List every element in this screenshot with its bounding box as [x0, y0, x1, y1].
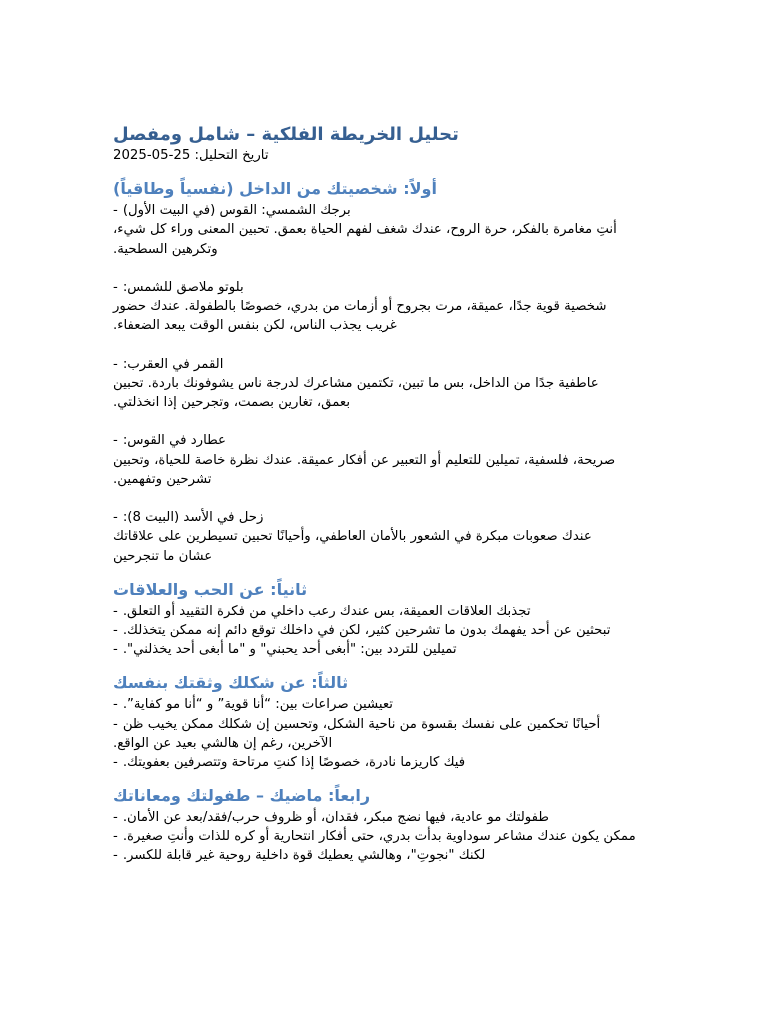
paragraph-line: عندك صعوبات مبكرة في الشعور بالأمان العاطفي، وأحيانًا تحبين تسيطرين على علاقاتك [113, 529, 592, 545]
list-item-label [113, 201, 713, 220]
bullet-marker: - [113, 716, 118, 732]
list-item [113, 808, 713, 827]
list-item [113, 827, 713, 846]
bullet-marker: - [113, 433, 118, 449]
list-item-text: تعيشين صراعات بين: “أنا قوية” و “أنا مو كفاية”. [122, 697, 393, 713]
paragraph-line: شخصية قوية جدًا، عميقة، مرت بجروح أو أزمات من بدري، خصوصًا بالطفولة. عندك حضور [113, 299, 607, 315]
section-heading-inner-personality: أولاً: شخصيتك من الداخل (نفسياً وطاقياً) [113, 179, 437, 199]
paragraph-line: صريحة، فلسفية، تميلين للتعليم أو التعبير عن أفكار عميقة. عندك نظرة خاصة للحياة، وتحبين [113, 452, 616, 468]
list-item-label [113, 508, 713, 527]
list-item-text: فيك كاريزما نادرة، خصوصًا إذا كنتِ مرتاحة وتتصرفين بعفويتك. [122, 754, 466, 770]
bullet-marker: - [113, 697, 118, 713]
section-heading-past: رابعاً: ماضيك – طفولتك ومعاناتك [113, 786, 371, 806]
paragraph-line: بعمق، تغارين بصمت، وتجرحين إذا انخذلتي. [113, 395, 351, 411]
list-item-text: تجذبك العلاقات العميقة، بس عندك رعب داخلي من فكرة التقييد أو التعلق. [122, 603, 531, 619]
list-item-text: تبحثين عن أحد يفهمك بدون ما تشرحين كثير، لكن في داخلك توقع دائم إنه ممكن يتخذلك. [122, 622, 611, 638]
document-body [113, 124, 713, 866]
bullet-marker: - [113, 279, 118, 295]
bullet-marker: - [113, 622, 118, 638]
blank-line [113, 412, 713, 431]
list-item [113, 846, 713, 865]
bullet-marker: - [113, 829, 118, 845]
bullet-marker: - [113, 754, 118, 770]
bullet-marker: - [113, 603, 118, 619]
item-label-text: عطارد في القوس: [122, 433, 226, 449]
document-title: تحليل الخريطة الفلكية – شامل ومفصل [113, 124, 459, 145]
list-item [113, 621, 713, 640]
list-item-text: طفولتك مو عادية، فيها نضج مبكر، فقدان، أو ظروف حرب/فقد/بعد عن الأمان. [122, 810, 549, 826]
list-item-text: أحيانًا تحكمين على نفسك بقسوة من ناحية الشكل، وتحسين إن شكلك ممكن يخيب ظن [122, 716, 601, 732]
blank-line [113, 489, 713, 508]
list-item-label [113, 355, 713, 374]
list-item-text: تميلين للتردد بين: "أبغى أحد يحبني" و "ما أبغى أحد يخذلني". [122, 642, 457, 658]
bullet-marker: - [113, 848, 118, 864]
bullet-marker: - [113, 356, 118, 372]
section-heading-love: ثانياً: عن الحب والعلاقات [113, 579, 308, 599]
blank-line [113, 259, 713, 278]
list-item [113, 753, 713, 772]
paragraph-line: تشرحين وتفهمين. [113, 471, 212, 487]
list-item-text: لكنك "نجوتِ"، وهالشي يعطيك قوة داخلية روحية غير قابلة للكسر. [122, 848, 486, 864]
bullet-marker: - [113, 810, 118, 826]
blank-line [113, 336, 713, 355]
list-item [113, 715, 713, 734]
list-item-continuation: الآخرين، رغم إن هالشي بعيد عن الواقع. [113, 735, 333, 751]
list-item-label [113, 278, 713, 297]
paragraph-line: أنتِ مغامرة بالفكر، حرة الروح، عندك شغف لفهم الحياة بعمق. تحبين المعنى وراء كل شيء، [113, 222, 617, 238]
paragraph-line: عشان ما تنجرحين [113, 548, 213, 564]
item-label-text: برجك الشمسي: القوس (في البيت الأول) [122, 203, 351, 219]
list-item [113, 602, 713, 621]
analysis-date: تاريخ التحليل: 25-05-2025 [113, 148, 269, 163]
item-label-text: زحل في الأسد (البيت 8): [122, 510, 264, 526]
paragraph-line: وتكرهين السطحية. [113, 241, 218, 257]
item-label-text: بلوتو ملاصق للشمس: [122, 279, 244, 295]
list-item-label [113, 431, 713, 450]
list-item [113, 640, 713, 659]
section-heading-self-image: ثالثاً: عن شكلك وثقتك بنفسك [113, 673, 349, 693]
list-item-text: ممكن يكون عندك مشاعر سوداوية بدأت بدري، حتى أفكار انتحارية أو كره للذات وأنتِ صغيرة. [122, 829, 636, 845]
bullet-marker: - [113, 642, 118, 658]
paragraph-line: غريب يجذب الناس، لكن بنفس الوقت يبعد الضعفاء. [113, 318, 397, 334]
list-item [113, 695, 713, 714]
paragraph-line: عاطفية جدًا من الداخل، بس ما تبين، تكتمين مشاعرك لدرجة ناس يشوفونك باردة. تحبين [113, 375, 599, 391]
item-label-text: القمر في العقرب: [122, 356, 224, 372]
bullet-marker: - [113, 510, 118, 526]
bullet-marker: - [113, 203, 118, 219]
